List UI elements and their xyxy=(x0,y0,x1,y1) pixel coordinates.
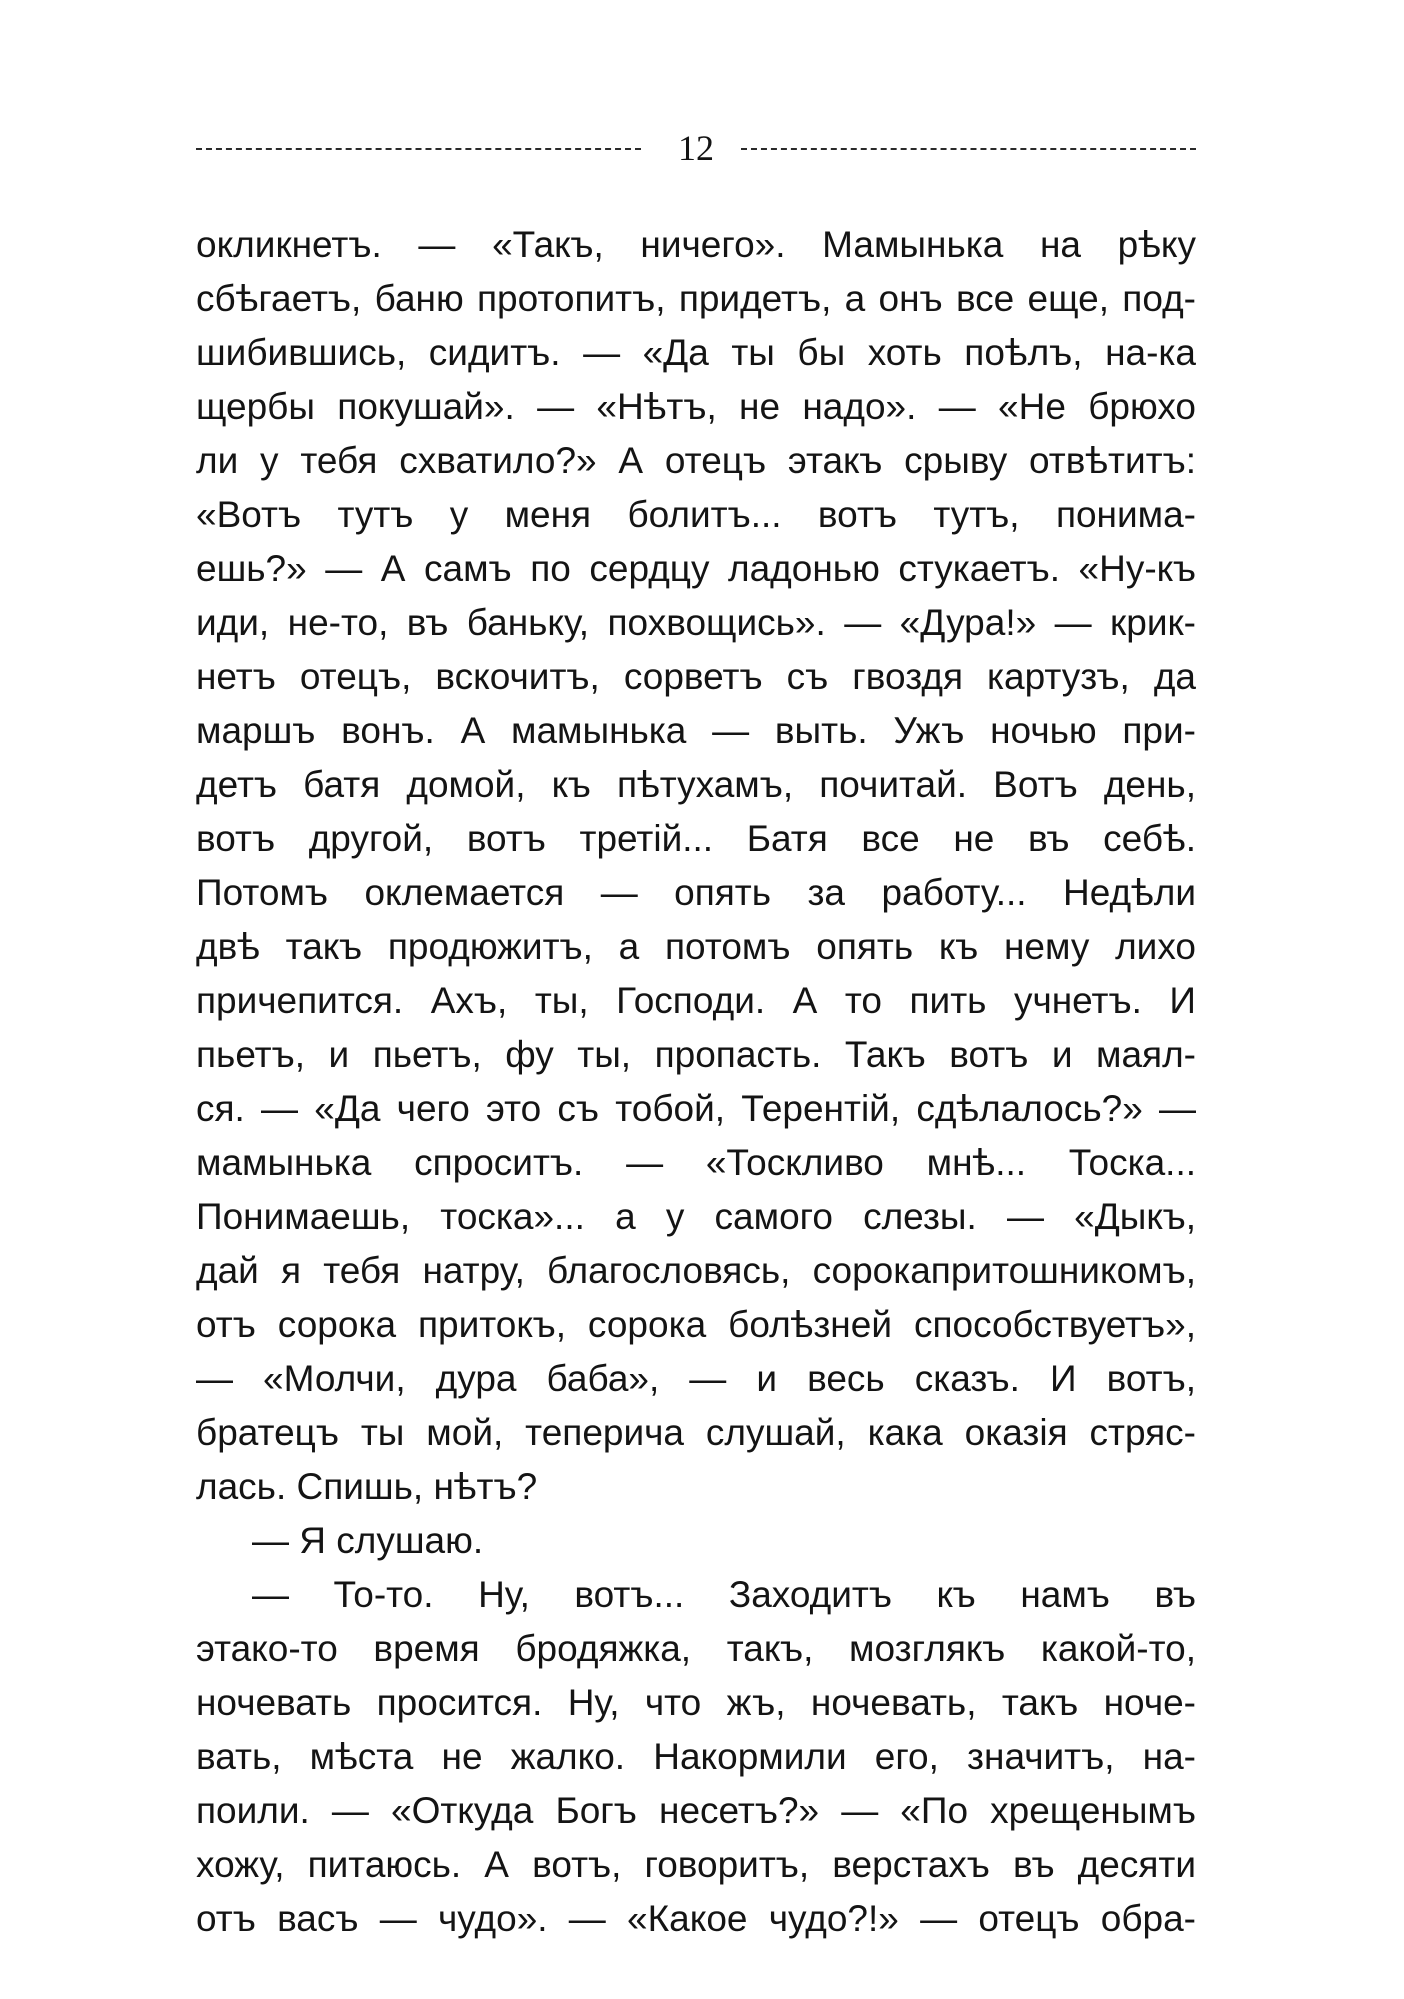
text-line: мамынька спроситъ. — «Тоскливо мнѣ... Тоска... xyxy=(196,1142,1196,1183)
text-line: — «Молчи, дура баба», — и весь сказъ. И вотъ, xyxy=(196,1358,1196,1399)
text-line: шибившись, сидитъ. — «Да ты бы хоть поѣлъ, на-ка xyxy=(196,332,1196,373)
header-rule-right xyxy=(741,148,1196,150)
text-line: сбѣгаетъ, баню протопитъ, придетъ, а онъ все еще, под- xyxy=(196,278,1196,319)
text-line: нетъ отецъ, вскочитъ, сорветъ съ гвоздя картузъ, да xyxy=(196,656,1196,697)
text-line: «Вотъ тутъ у меня болитъ... вотъ тутъ, понима- xyxy=(196,494,1196,535)
text-line: ли у тебя схватило?» А отецъ этакъ срыву отвѣтитъ: xyxy=(196,440,1196,481)
text-line: вать, мѣста не жалко. Накормили его, значитъ, на- xyxy=(196,1736,1196,1777)
text-line: причепится. Ахъ, ты, Господи. А то пить учнетъ. И xyxy=(196,980,1196,1021)
text-line: — Я слушаю. xyxy=(252,1520,484,1561)
text-line: ся. — «Да чего это съ тобой, Терентій, сдѣлалось?» — xyxy=(196,1088,1196,1129)
text-line: ночевать просится. Ну, что жъ, ночевать, такъ ноче- xyxy=(196,1682,1196,1723)
text-line: детъ батя домой, къ пѣтухамъ, почитай. Вотъ день, xyxy=(196,764,1196,805)
body-text xyxy=(196,218,1196,1946)
text-line: щербы покушай». — «Нѣтъ, не надо». — «Не брюхо xyxy=(196,386,1196,427)
text-line: пьетъ, и пьетъ, фу ты, пропасть. Такъ вотъ и маял- xyxy=(196,1034,1196,1075)
text-line: двѣ такъ продюжитъ, а потомъ опять къ нему лихо xyxy=(196,926,1196,967)
text-line: Понимаешь, тоска»... а у самого слезы. — «Дыкъ, xyxy=(196,1196,1196,1237)
text-line: отъ васъ — чудо». — «Какое чудо?!» — отецъ обра- xyxy=(196,1898,1196,1939)
text-line: окликнетъ. — «Такъ, ничего». Мамынька на рѣку xyxy=(196,224,1196,265)
page-header xyxy=(196,118,1196,178)
text-line: ешь?» — А самъ по сердцу ладонью стукаетъ. «Ну-къ xyxy=(196,548,1196,589)
text-line: Потомъ оклемается — опять за работу... Недѣли xyxy=(196,872,1196,913)
text-line: дай я тебя натру, благословясь, сорокапритошникомъ, xyxy=(196,1250,1196,1291)
text-line: лась. Спишь, нѣтъ? xyxy=(196,1466,538,1507)
text-line: маршъ вонъ. А мамынька — выть. Ужъ ночью при- xyxy=(196,710,1196,751)
header-rule-left xyxy=(196,148,641,150)
text-line: отъ сорока притокъ, сорока болѣзней способствуетъ», xyxy=(196,1304,1196,1345)
text-line: хожу, питаюсь. А вотъ, говоритъ, верстахъ въ десяти xyxy=(196,1844,1196,1885)
text-line: — То-то. Ну, вотъ... Заходитъ къ намъ въ xyxy=(252,1574,1196,1615)
text-line: братецъ ты мой, теперича слушай, кака оказія стряс- xyxy=(196,1412,1196,1453)
page-number: 12 xyxy=(678,128,714,168)
text-line: вотъ другой, вотъ третій... Батя все не въ себѣ. xyxy=(196,818,1196,859)
text-line: этако-то время бродяжка, такъ, мозглякъ какой-то, xyxy=(196,1628,1196,1669)
text-line: поили. — «Откуда Богъ несетъ?» — «По хрещенымъ xyxy=(196,1790,1196,1831)
text-line: иди, не-то, въ баньку, похвощись». — «Дура!» — крик- xyxy=(196,602,1196,643)
